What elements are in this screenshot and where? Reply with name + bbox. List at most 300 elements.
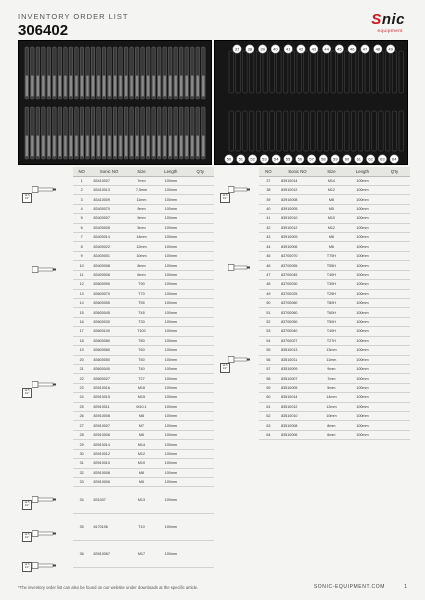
size-value: 5mm: [317, 383, 346, 392]
tray-slot-outline: [243, 51, 248, 93]
item-image-cell: [18, 421, 73, 430]
tray-slot-outline: [392, 111, 397, 151]
socket-bit-tip: [136, 76, 138, 97]
row-number: 58: [259, 374, 278, 383]
sonic-number: 83600060: [91, 346, 128, 355]
size-value: 10mm: [317, 412, 346, 421]
socket-bit-tip: [48, 136, 50, 157]
qty-cell[interactable]: [379, 430, 410, 439]
size-value: T30H: [317, 280, 346, 289]
tray-position-marker: [307, 155, 315, 163]
qty-cell[interactable]: [379, 355, 410, 364]
row-number: 46: [259, 261, 278, 270]
sonic-number: 83910008: [278, 195, 317, 204]
socket-bit-tip: [180, 76, 182, 97]
sonic-number: 83910011: [91, 402, 128, 411]
tray-slot-outline: [263, 111, 268, 151]
size-value: 13mm: [317, 346, 346, 355]
item-image-cell: [216, 421, 259, 430]
column-header-no: NO: [73, 167, 91, 176]
length-value: 100mm: [155, 336, 186, 345]
size-value: T40H: [317, 270, 346, 279]
tray-position-number: 58: [321, 156, 326, 162]
qty-cell[interactable]: [187, 346, 214, 355]
item-image-cell: [216, 289, 259, 298]
item-image-cell: [216, 204, 259, 213]
row-number: 21: [73, 364, 91, 373]
qty-cell[interactable]: [379, 280, 410, 289]
length-value: 100mm: [346, 393, 379, 402]
website-link[interactable]: SONIC-EQUIPMENT.COM: [313, 584, 385, 590]
row-number: 2: [73, 185, 91, 194]
row-number: 35: [73, 514, 91, 541]
qty-cell[interactable]: [187, 289, 214, 298]
length-value: 100mm: [346, 233, 379, 242]
qty-cell[interactable]: [379, 364, 410, 373]
row-number: 53: [259, 327, 278, 336]
tray-slot-outline: [372, 51, 377, 93]
qty-cell[interactable]: [379, 317, 410, 326]
item-image-cell: [18, 412, 73, 421]
size-value: T80: [128, 336, 155, 345]
column-header-size: Size: [128, 167, 155, 176]
inventory-table-right: [216, 167, 410, 440]
table-row: [18, 468, 214, 477]
qty-cell[interactable]: [379, 195, 410, 204]
row-number: 42: [259, 223, 278, 232]
sonic-number: 83600055: [91, 298, 128, 307]
qty-cell[interactable]: [187, 251, 214, 260]
item-image-cell: [18, 336, 73, 345]
row-number: 47: [259, 270, 278, 279]
length-value: 100mm: [346, 176, 379, 185]
qty-cell[interactable]: [187, 459, 214, 468]
length-value: 100mm: [346, 421, 379, 430]
item-image-cell: [216, 393, 259, 402]
qty-cell[interactable]: [379, 185, 410, 194]
qty-cell[interactable]: [379, 374, 410, 383]
size-value: 10mm: [128, 251, 155, 260]
length-value: 100mm: [155, 383, 186, 392]
qty-cell[interactable]: [187, 412, 214, 421]
socket-bit-tip: [119, 76, 121, 97]
tray-position-number: 64: [391, 156, 397, 162]
item-image-cell: [18, 280, 73, 289]
image-column-header: [216, 167, 259, 176]
length-value: 100mm: [346, 251, 379, 260]
length-value: 100mm: [155, 270, 186, 279]
table-row: [18, 280, 214, 289]
sonic-number: 83910006: [91, 478, 128, 487]
sonic-number: 83510013: [278, 346, 317, 355]
tray-position-marker: [246, 45, 254, 53]
size-value: 7,5mm: [128, 185, 155, 194]
sonic-number: 83410007: [91, 176, 128, 185]
sonic-number: 83910007: [91, 421, 128, 430]
tray-drawing-right: [214, 40, 408, 165]
qty-cell[interactable]: [379, 346, 410, 355]
sonic-number: 83400070: [91, 204, 128, 213]
column-header-length: Length: [346, 167, 379, 176]
sonic-number: 83700030: [278, 280, 317, 289]
qty-cell[interactable]: [187, 514, 214, 541]
size-value: T70: [128, 289, 155, 298]
qty-cell[interactable]: [379, 298, 410, 307]
qty-cell[interactable]: [379, 421, 410, 430]
row-number: 37: [259, 176, 278, 185]
size-value: M14: [317, 176, 346, 185]
length-value: 100mm: [155, 223, 186, 232]
bit-drawing-icon: [228, 258, 250, 276]
qty-cell[interactable]: [187, 223, 214, 232]
qty-cell[interactable]: [187, 204, 214, 213]
tray-position-number: 53: [262, 156, 267, 162]
qty-cell[interactable]: [379, 176, 410, 185]
tray-slot-outline: [290, 111, 295, 151]
qty-cell[interactable]: [187, 355, 214, 364]
sonic-number: 83700025: [278, 289, 317, 298]
table-row: [18, 412, 214, 421]
tray-position-marker: [335, 45, 343, 53]
tray-position-marker: [348, 45, 356, 53]
inventory-table-left: [18, 167, 214, 568]
qty-cell[interactable]: [379, 242, 410, 251]
length-value: 100mm: [346, 204, 379, 213]
socket-bit-tip: [114, 76, 116, 97]
item-image-cell: [18, 223, 73, 232]
qty-cell[interactable]: [187, 383, 214, 392]
sonic-number: 83910014: [278, 176, 317, 185]
tray-slot-outline: [277, 111, 282, 151]
tray-illustration-right: [215, 41, 409, 166]
sonic-number: 83600030: [91, 317, 128, 326]
row-number: 55: [259, 346, 278, 355]
tray-position-marker: [225, 155, 233, 163]
tray-position-marker: [296, 155, 304, 163]
qty-cell[interactable]: [187, 195, 214, 204]
sonic-number: 83910009: [278, 233, 317, 242]
tray-position-marker: [271, 45, 279, 53]
length-value: 100mm: [155, 289, 186, 298]
qty-cell[interactable]: [187, 298, 214, 307]
sonic-number: 83910006: [91, 430, 128, 439]
socket-bit-tip: [114, 136, 116, 157]
socket-bit-tip: [125, 136, 127, 157]
table-row: [216, 393, 410, 402]
size-value: M17: [128, 541, 155, 568]
sonic-number: 83510005: [278, 383, 317, 392]
socket-bit-tip: [141, 76, 143, 97]
sonic-number: 8170106: [91, 514, 128, 541]
row-number: 34: [73, 487, 91, 514]
tray-slot-outline: [324, 111, 329, 151]
item-image-cell: [18, 317, 73, 326]
qty-cell[interactable]: [187, 440, 214, 449]
qty-cell[interactable]: [379, 214, 410, 223]
sonic-number: 83600050: [91, 355, 128, 364]
tray-slot-outline: [311, 111, 316, 151]
qty-cell[interactable]: [379, 289, 410, 298]
column-header-qty: Q'ty: [379, 167, 410, 176]
sonic-number: 83510007: [278, 374, 317, 383]
qty-cell[interactable]: [379, 327, 410, 336]
row-number: 17: [73, 327, 91, 336]
socket-bit-tip: [64, 136, 66, 157]
tray-position-marker: [297, 45, 305, 53]
length-value: 100mm: [155, 430, 186, 439]
qty-cell[interactable]: [187, 327, 214, 336]
size-value: M15: [128, 393, 155, 402]
qty-cell[interactable]: [187, 468, 214, 477]
tray-position-number: 47: [362, 46, 368, 52]
brand-logo-sub: equipment: [377, 28, 403, 33]
table-row: [216, 317, 410, 326]
tray-slot-outline: [304, 51, 309, 93]
bit-drawing-icon: [228, 350, 250, 368]
qty-cell[interactable]: [187, 449, 214, 458]
table-row: [18, 449, 214, 458]
qty-cell[interactable]: [379, 412, 410, 421]
bit-drawing-icon: [32, 490, 56, 508]
qty-cell[interactable]: [187, 421, 214, 430]
socket-bit-tip: [31, 136, 33, 157]
item-image-cell: [216, 298, 259, 307]
item-image-cell: [18, 298, 73, 307]
item-image-cell: [216, 308, 259, 317]
tray-slot-outline: [270, 111, 275, 151]
qty-cell[interactable]: [379, 223, 410, 232]
tray-photo-left: [18, 40, 212, 165]
item-image-cell: [216, 402, 259, 411]
tray-slot-outline: [243, 111, 248, 151]
qty-cell[interactable]: [187, 242, 214, 251]
qty-cell[interactable]: [187, 317, 214, 326]
sonic-number: 83600045: [91, 308, 128, 317]
size-value: T60: [128, 346, 155, 355]
qty-cell[interactable]: [379, 251, 410, 260]
qty-cell[interactable]: [379, 308, 410, 317]
row-number: 56: [259, 355, 278, 364]
length-value: 100mm: [155, 308, 186, 317]
table-row: [216, 336, 410, 345]
item-image-cell: [18, 478, 73, 487]
tray-position-marker: [343, 155, 351, 163]
bit-drawing-icon: [32, 260, 56, 278]
qty-cell[interactable]: [187, 541, 214, 568]
tray-slot-outline: [229, 51, 234, 93]
qty-cell[interactable]: [379, 270, 410, 279]
tray-slot-outline: [399, 51, 404, 93]
row-number: 51: [259, 308, 278, 317]
row-number: 16: [73, 317, 91, 326]
tray-position-marker: [374, 45, 382, 53]
socket-bit-tip: [103, 76, 105, 97]
size-value: M10: [317, 214, 346, 223]
socket-bit-tip: [53, 136, 55, 157]
size-value: M5: [317, 204, 346, 213]
sonic-number: 83910008: [91, 468, 128, 477]
table-row: [18, 478, 214, 487]
size-value: M12: [317, 185, 346, 194]
size-value: 9mm: [317, 364, 346, 373]
tray-position-number: 41: [285, 46, 291, 52]
socket-bit-tip: [158, 76, 160, 97]
qty-cell[interactable]: [187, 402, 214, 411]
row-number: 30: [73, 449, 91, 458]
socket-bit-tip: [169, 136, 171, 157]
sonic-number: 83400022: [91, 242, 128, 251]
qty-cell[interactable]: [379, 336, 410, 345]
table-row: [216, 327, 410, 336]
qty-cell[interactable]: [187, 233, 214, 242]
sonic-number: 83400001: [91, 251, 128, 260]
tray-slot-outline: [249, 111, 254, 151]
tray-position-number: 46: [349, 46, 355, 52]
item-image-cell: [18, 308, 73, 317]
table-row: [18, 336, 214, 345]
size-value: M16: [128, 383, 155, 392]
socket-bit-tip: [108, 136, 110, 157]
size-value: T27: [128, 374, 155, 383]
sonic-number: 83400006: [91, 270, 128, 279]
qty-cell[interactable]: [187, 214, 214, 223]
qty-cell[interactable]: [187, 487, 214, 514]
sonic-number: 83910010: [278, 214, 317, 223]
item-image-cell: [216, 233, 259, 242]
sonic-number: 83700050: [278, 317, 317, 326]
sonic-number: 83910012: [278, 223, 317, 232]
tray-slot-outline: [283, 51, 288, 93]
socket-bit-tip: [186, 76, 188, 97]
table-row: [216, 430, 410, 439]
tray-position-number: 59: [332, 156, 338, 162]
qty-cell[interactable]: [187, 393, 214, 402]
tray-position-number: 50: [226, 156, 232, 162]
socket-bit-tip: [97, 76, 99, 97]
socket-bit-tip: [130, 136, 132, 157]
row-number: 20: [73, 355, 91, 364]
socket-bit-tip: [130, 76, 132, 97]
tray-position-marker: [284, 155, 292, 163]
socket-bit-tip: [163, 76, 165, 97]
qty-cell[interactable]: [379, 393, 410, 402]
size-value: M10.1: [128, 402, 155, 411]
table-row: [18, 223, 214, 232]
sonic-number: 83700080: [278, 298, 317, 307]
qty-cell[interactable]: [187, 374, 214, 383]
socket-bit-tip: [152, 76, 154, 97]
row-number: 45: [259, 251, 278, 260]
length-value: 100mm: [346, 412, 379, 421]
socket-bit-tip: [186, 136, 188, 157]
length-value: 100mm: [155, 541, 186, 568]
size-value: T50H: [317, 317, 346, 326]
item-image-cell: [216, 280, 259, 289]
tray-position-number: 45: [337, 46, 342, 52]
item-image-cell: [216, 214, 259, 223]
length-value: 100mm: [346, 317, 379, 326]
tray-position-number: 57: [309, 156, 314, 162]
tray-position-marker: [237, 155, 245, 163]
size-value: M8: [317, 195, 346, 204]
row-number: 25: [73, 402, 91, 411]
sonic-number: 83700027: [278, 336, 317, 345]
table-row: [216, 402, 410, 411]
row-number: 43: [259, 233, 278, 242]
qty-cell[interactable]: [379, 261, 410, 270]
tray-position-marker: [378, 155, 386, 163]
size-value: T55H: [317, 261, 346, 270]
socket-bit-tip: [175, 136, 177, 157]
size-value: T30: [128, 317, 155, 326]
row-number: 26: [73, 412, 91, 421]
qty-cell[interactable]: [187, 308, 214, 317]
item-image-cell: [18, 214, 73, 223]
tray-slot-outline: [311, 51, 316, 93]
qty-cell[interactable]: [187, 430, 214, 439]
length-value: 100mm: [155, 468, 186, 477]
tray-slot-outline: [277, 51, 282, 93]
qty-cell[interactable]: [187, 270, 214, 279]
tray-slot-outline: [236, 111, 241, 151]
socket-bit-tip: [136, 136, 138, 157]
qty-cell[interactable]: [187, 261, 214, 270]
bit-drawing-icon: [32, 180, 56, 198]
qty-cell[interactable]: [379, 383, 410, 392]
qty-cell[interactable]: [187, 185, 214, 194]
item-image-cell: [18, 364, 73, 373]
qty-cell[interactable]: [379, 402, 410, 411]
row-number: 3: [73, 195, 91, 204]
length-value: 100mm: [155, 487, 186, 514]
table-row: [216, 214, 410, 223]
row-number: 22: [73, 374, 91, 383]
tray-position-number: 55: [285, 156, 291, 162]
socket-bit-tip: [64, 76, 66, 97]
table-row: [18, 402, 214, 411]
item-image-cell: [216, 383, 259, 392]
qty-cell[interactable]: [187, 364, 214, 373]
sonic-number: 83910008: [91, 412, 128, 421]
drive-size-badge: 12.5 1/2": [22, 532, 32, 542]
size-value: 6mm: [128, 270, 155, 279]
qty-cell[interactable]: [379, 204, 410, 213]
row-number: 8: [73, 242, 91, 251]
table-row: [18, 346, 214, 355]
drive-size-badge: 12.5 1/2": [22, 193, 32, 203]
tray-position-number: 42: [298, 46, 304, 52]
qty-cell[interactable]: [379, 233, 410, 242]
socket-bit-tip: [152, 136, 154, 157]
bit-drawing-icon: [228, 180, 250, 198]
drive-size-badge: 12.5 1/2": [220, 193, 230, 203]
length-value: 100mm: [155, 393, 186, 402]
tray-position-marker: [319, 155, 327, 163]
size-value: M6: [128, 430, 155, 439]
qty-cell[interactable]: [187, 478, 214, 487]
sonic-number: 83510010: [278, 412, 317, 421]
qty-cell[interactable]: [187, 336, 214, 345]
qty-cell[interactable]: [187, 176, 214, 185]
socket-bit-tip: [147, 76, 149, 97]
qty-cell[interactable]: [187, 280, 214, 289]
tray-position-number: 44: [324, 46, 329, 52]
tray-position-marker: [310, 45, 318, 53]
size-value: 7mm: [317, 374, 346, 383]
row-number: 54: [259, 336, 278, 345]
image-column-header: [18, 167, 73, 176]
length-value: 100mm: [346, 327, 379, 336]
